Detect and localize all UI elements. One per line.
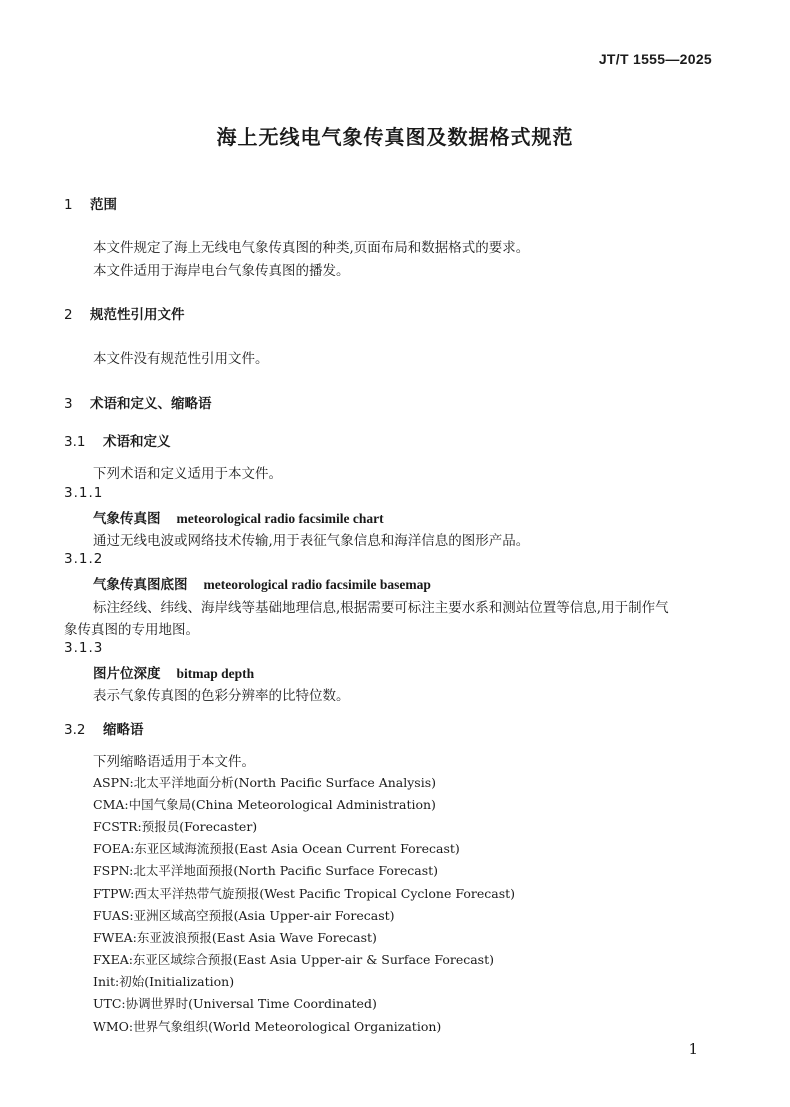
term-number: 3.1.1	[64, 485, 104, 501]
term-en: meteorological radio facsimile chart	[176, 511, 384, 526]
term-en: meteorological radio facsimile basemap	[203, 577, 431, 592]
term-en: bitmap depth	[176, 666, 255, 681]
paragraph: 本文件规定了海上无线电气象传真图的种类,页面布局和数据格式的要求。	[93, 240, 530, 256]
term-definition: 通过无线电波或网络技术传输,用于表征气象信息和海洋信息的图形产品。	[93, 533, 530, 549]
section-1-heading	[64, 193, 117, 213]
term-number: 3.1.3	[64, 640, 104, 656]
abbreviation-item: FSPN:北太平洋地面预报(North Pacific Surface Forecast)	[93, 863, 439, 878]
section-number: 3	[64, 396, 73, 412]
abbreviation-item: FUAS:亚洲区域高空预报(Asia Upper-air Forecast)	[93, 908, 395, 923]
subsection-number: 3.2	[64, 722, 86, 738]
term-entry	[93, 573, 431, 593]
term-definition-continued: 象传真图的专用地图。	[64, 622, 199, 638]
section-title: 术语和定义、缩略语	[90, 396, 212, 412]
section-title: 范围	[90, 197, 117, 213]
abbreviation-item: UTC:协调世界时(Universal Time Coordinated)	[93, 996, 377, 1011]
subsection-title: 术语和定义	[103, 434, 171, 450]
abbreviation-item: FOEA:东亚区域海流预报(East Asia Ocean Current Forecast)	[93, 841, 460, 856]
term-definition: 表示气象传真图的色彩分辨率的比特位数。	[93, 688, 350, 704]
subsection-3-1-heading	[64, 430, 171, 450]
term-cn: 气象传真图底图	[93, 577, 188, 593]
subsection-number: 3.1	[64, 434, 86, 450]
term-entry	[93, 662, 254, 682]
abbreviation-item: ASPN:北太平洋地面分析(North Pacific Surface Analysis)	[93, 775, 437, 790]
term-entry	[93, 507, 384, 527]
term-cn: 气象传真图	[93, 511, 161, 527]
abbreviation-item: CMA:中国气象局(China Meteorological Administration)	[93, 797, 436, 812]
section-3-heading	[64, 392, 212, 412]
subsection-3-2-heading	[64, 718, 144, 738]
abbreviation-item: FXEA:东亚区域综合预报(East Asia Upper-air & Surface Forecast)	[93, 952, 494, 967]
abbreviation-item: Init:初始(Initialization)	[93, 974, 235, 989]
paragraph: 下列缩略语适用于本文件。	[93, 754, 255, 770]
abbreviation-item: FWEA:东亚波浪预报(East Asia Wave Forecast)	[93, 930, 377, 945]
standard-code: JT/T 1555—2025	[598, 51, 712, 67]
term-definition: 标注经线、纬线、海岸线等基础地理信息,根据需要可标注主要水系和测站位置等信息,用于制作气	[93, 600, 669, 616]
section-number: 1	[64, 197, 73, 213]
section-title: 规范性引用文件	[90, 307, 185, 323]
abbreviation-item: FCSTR:预报员(Forecaster)	[93, 819, 258, 834]
subsection-title: 缩略语	[103, 722, 144, 738]
section-2-heading	[64, 303, 185, 323]
paragraph: 本文件没有规范性引用文件。	[93, 351, 269, 367]
paragraph: 本文件适用于海岸电台气象传真图的播发。	[93, 263, 350, 279]
page-number: 1	[688, 1040, 698, 1058]
paragraph: 下列术语和定义适用于本文件。	[93, 466, 282, 482]
abbreviation-item: WMO:世界气象组织(World Meteorological Organization)	[93, 1019, 442, 1034]
term-number: 3.1.2	[64, 551, 104, 567]
abbreviation-item: FTPW:西太平洋热带气旋预报(West Pacific Tropical Cyclone Forecast)	[93, 886, 516, 901]
document-title: 海上无线电气象传真图及数据格式规范	[216, 125, 574, 149]
section-number: 2	[64, 307, 73, 323]
term-cn: 图片位深度	[93, 666, 161, 682]
